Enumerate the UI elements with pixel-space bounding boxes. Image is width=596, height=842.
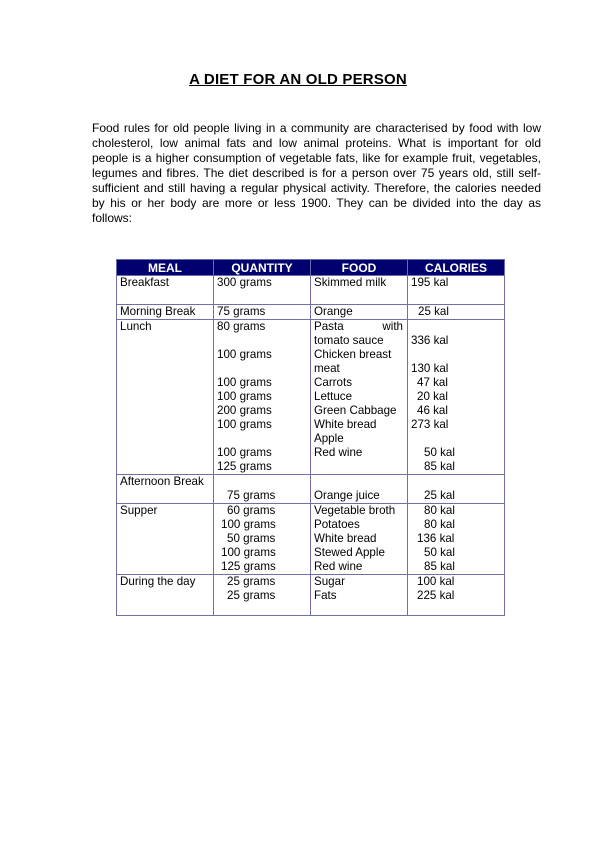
table-row-supper — [117, 504, 505, 575]
food-cell: Pasta with tomato sauce Chicken breast meat Carrots Lettuce Green Cabbage White bread Apple Red wine — [311, 320, 408, 475]
table-row-morning-break — [117, 305, 505, 320]
food-cell: Orange — [311, 305, 408, 320]
food-cell: Orange juice — [311, 475, 408, 504]
quantity-cell: 80 grams 100 grams 100 grams 100 grams 200 grams 100 grams 100 grams 125 grams — [214, 320, 311, 475]
table-row-breakfast — [117, 276, 505, 305]
meal-cell: Afternoon Break — [117, 475, 214, 504]
diet-table — [116, 259, 505, 616]
quantity-cell: 25 grams 25 grams — [214, 575, 311, 616]
quantity-cell: 75 grams — [214, 475, 311, 504]
meal-cell: Supper — [117, 504, 214, 575]
meal-cell: Breakfast — [117, 276, 214, 305]
header-meal: MEAL — [117, 260, 214, 276]
intro-paragraph: Food rules for old people living in a community are characterised by food with low cholesterol, low animal fats and low animal proteins. What is important for old people is a higher consumption of vegetable fats, like for example fruit, vegetables, legumes and fibres. The diet described is for a person over 75 years old, still self-sufficient and still having a regular physical activity. Therefore, the calories needed by his or her body are more or less 1900. They can be divided into the day as follows: — [92, 121, 541, 225]
food-cell: Skimmed milk — [311, 276, 408, 305]
header-food: FOOD — [311, 260, 408, 276]
calories-cell: 195 kal — [408, 276, 505, 305]
calories-cell: 100 kal 225 kal — [408, 575, 505, 616]
quantity-cell: 300 grams — [214, 276, 311, 305]
document-title: A DIET FOR AN OLD PERSON — [189, 71, 407, 88]
calories-cell: 80 kal 80 kal 136 kal 50 kal 85 kal — [408, 504, 505, 575]
calories-cell: 25 kal — [408, 305, 505, 320]
table-row-lunch — [117, 320, 505, 475]
food-cell: Vegetable broth Potatoes White bread Stewed Apple Red wine — [311, 504, 408, 575]
food-cell: Sugar Fats — [311, 575, 408, 616]
meal-cell: Morning Break — [117, 305, 214, 320]
header-quantity: QUANTITY — [214, 260, 311, 276]
table-row-afternoon-break — [117, 475, 505, 504]
header-calories: CALORIES — [408, 260, 505, 276]
quantity-cell: 60 grams 100 grams 50 grams 100 grams 125 grams — [214, 504, 311, 575]
meal-cell: Lunch — [117, 320, 214, 475]
quantity-cell: 75 grams — [214, 305, 311, 320]
meal-cell: During the day — [117, 575, 214, 616]
calories-cell: 25 kal — [408, 475, 505, 504]
table-row-during-the-day — [117, 575, 505, 616]
table-header-row — [117, 260, 505, 276]
calories-cell: 336 kal 130 kal 47 kal 20 kal 46 kal 273 kal 50 kal 85 kal — [408, 320, 505, 475]
